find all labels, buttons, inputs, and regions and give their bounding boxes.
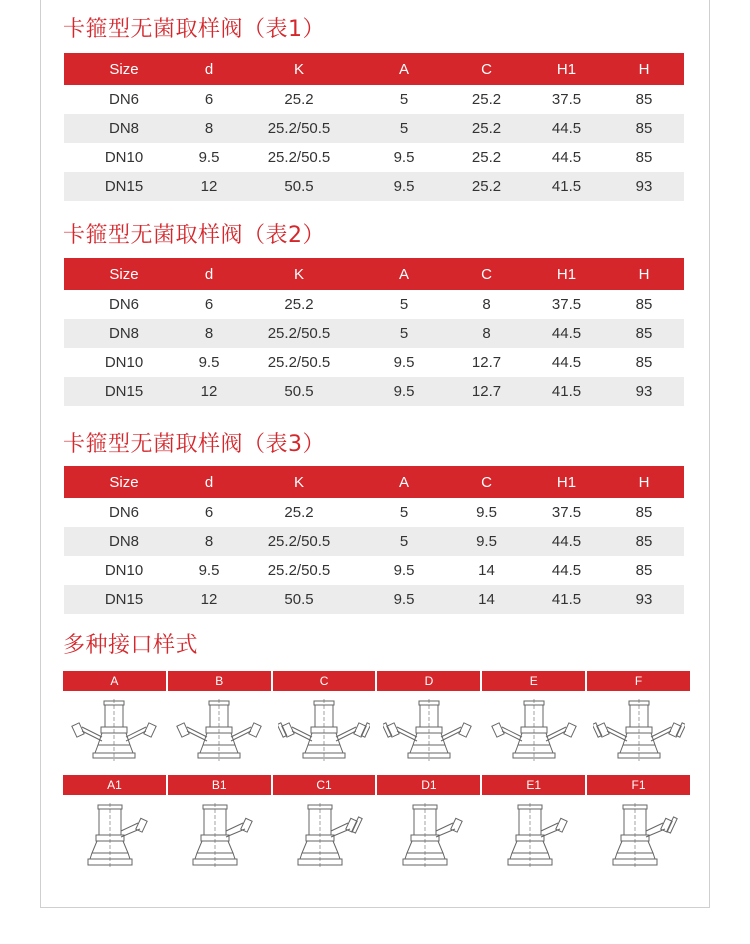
table-cell: 44.5 xyxy=(551,354,582,371)
style-label: E xyxy=(482,671,585,691)
column-header: H1 xyxy=(529,53,604,85)
table-cell: 85 xyxy=(635,149,653,166)
table-row xyxy=(64,527,684,556)
table-cell: DN6 xyxy=(108,504,139,521)
table-cell: 44.5 xyxy=(529,319,604,348)
table-row xyxy=(64,498,684,527)
table-cell: 44.5 xyxy=(529,114,604,143)
table-cell: 25.2/50.5 xyxy=(267,149,331,166)
table-2-title: 卡箍型无菌取样阀（表2） xyxy=(63,223,325,248)
table-cell: DN10 xyxy=(104,354,144,371)
valve-drawing-icon xyxy=(488,801,580,877)
column-header: H xyxy=(604,466,684,498)
spec-table-3 xyxy=(64,466,684,614)
table-cell: 5 xyxy=(399,91,409,108)
table-cell: 25.2/50.5 xyxy=(234,114,364,143)
table-cell: 9.5 xyxy=(198,562,220,579)
table-cell: 9.5 xyxy=(393,149,415,166)
table-cell: 8 xyxy=(184,319,234,348)
table-cell: 5 xyxy=(399,296,409,313)
table-cell: DN15 xyxy=(64,377,184,406)
column-header: Size xyxy=(64,258,184,290)
table-cell: 9.5 xyxy=(476,504,497,521)
style-option xyxy=(377,671,480,773)
column-header: C xyxy=(444,53,529,85)
table-cell: DN10 xyxy=(104,562,144,579)
table-cell: 9.5 xyxy=(364,585,444,614)
table-cell: DN15 xyxy=(64,172,184,201)
table-cell: 25.2/50.5 xyxy=(267,562,331,579)
table-cell: 5 xyxy=(364,527,444,556)
table-row xyxy=(64,348,684,377)
style-option xyxy=(273,671,376,773)
valve-drawing-icon xyxy=(383,697,475,773)
table-cell: 25.2 xyxy=(471,91,502,108)
table-1-title: 卡箍型无菌取样阀（表1） xyxy=(63,17,325,42)
table-cell: 37.5 xyxy=(551,504,582,521)
table-cell: 50.5 xyxy=(234,172,364,201)
style-label: B xyxy=(168,671,271,691)
style-option xyxy=(63,671,166,773)
table-cell: 85 xyxy=(635,91,653,108)
table-cell: 6 xyxy=(204,91,214,108)
style-option xyxy=(482,671,585,773)
table-header-row xyxy=(64,258,684,290)
column-header: Size xyxy=(64,53,184,85)
table-cell: 14 xyxy=(444,585,529,614)
table-row xyxy=(64,556,684,585)
table-3-title: 卡箍型无菌取样阀（表3） xyxy=(63,432,325,457)
table-row xyxy=(64,290,684,319)
table-row xyxy=(64,319,684,348)
column-header: H xyxy=(604,258,684,290)
column-header: A xyxy=(364,258,444,290)
valve-drawing-icon xyxy=(278,697,370,773)
table-header-row xyxy=(64,53,684,85)
table-cell: 12 xyxy=(184,172,234,201)
table-cell: DN8 xyxy=(64,319,184,348)
style-option xyxy=(377,775,480,877)
table-header-row xyxy=(64,466,684,498)
table-cell: 8 xyxy=(184,527,234,556)
table-cell: 25.2/50.5 xyxy=(234,527,364,556)
table-cell: 9.5 xyxy=(444,527,529,556)
table-cell: DN10 xyxy=(104,149,144,166)
table-cell: 8 xyxy=(184,114,234,143)
valve-drawing-icon xyxy=(173,801,265,877)
table-cell: 25.2 xyxy=(284,296,314,313)
table-cell: 41.5 xyxy=(529,377,604,406)
spec-table-2 xyxy=(64,258,684,406)
table-cell: 9.5 xyxy=(393,354,415,371)
table-cell: 85 xyxy=(604,527,684,556)
table-cell: 85 xyxy=(635,296,653,313)
style-label: C xyxy=(273,671,376,691)
table-cell: 14 xyxy=(478,562,495,579)
table-cell: 85 xyxy=(635,504,653,521)
table-cell: 8 xyxy=(444,319,529,348)
spec-table-1 xyxy=(64,53,684,201)
style-label: F1 xyxy=(587,775,690,795)
table-cell: 25.2/50.5 xyxy=(267,354,331,371)
column-header: d xyxy=(184,466,234,498)
style-option xyxy=(273,775,376,877)
table-cell: 93 xyxy=(604,377,684,406)
table-cell: 5 xyxy=(364,114,444,143)
table-cell: DN15 xyxy=(64,585,184,614)
valve-drawing-icon xyxy=(383,801,475,877)
style-label: F xyxy=(587,671,690,691)
table-cell: 6 xyxy=(204,504,214,521)
table-cell: 41.5 xyxy=(529,585,604,614)
column-header: C xyxy=(444,258,529,290)
style-option xyxy=(63,775,166,877)
table-cell: 93 xyxy=(604,172,684,201)
valve-drawing-icon xyxy=(593,801,685,877)
style-label: A xyxy=(63,671,166,691)
column-header: K xyxy=(234,466,364,498)
table-cell: 9.5 xyxy=(198,149,220,166)
table-cell: 50.5 xyxy=(234,585,364,614)
column-header: Size xyxy=(64,466,184,498)
table-cell: 85 xyxy=(635,354,653,371)
table-cell: 9.5 xyxy=(364,172,444,201)
table-cell: 5 xyxy=(399,504,409,521)
valve-drawing-icon xyxy=(488,697,580,773)
style-label: E1 xyxy=(482,775,585,795)
table-cell: 9.5 xyxy=(198,354,220,371)
table-cell: 37.5 xyxy=(551,91,582,108)
valve-drawing-icon xyxy=(173,697,265,773)
table-cell: 44.5 xyxy=(551,562,582,579)
style-label: D xyxy=(377,671,480,691)
table-cell: 85 xyxy=(635,562,653,579)
table-cell: 93 xyxy=(604,585,684,614)
style-option xyxy=(168,775,271,877)
table-cell: DN8 xyxy=(64,527,184,556)
table-cell: 8 xyxy=(482,296,491,313)
valve-drawing-icon xyxy=(68,697,160,773)
style-label: C1 xyxy=(273,775,376,795)
column-header: d xyxy=(184,53,234,85)
table-cell: 50.5 xyxy=(234,377,364,406)
column-header: H xyxy=(604,53,684,85)
table-cell: DN6 xyxy=(108,296,139,313)
style-option xyxy=(587,775,690,877)
column-header: K xyxy=(234,258,364,290)
table-cell: 25.2 xyxy=(284,91,314,108)
style-label: B1 xyxy=(168,775,271,795)
table-cell: DN6 xyxy=(108,91,139,108)
style-label: D1 xyxy=(377,775,480,795)
table-cell: 25.2/50.5 xyxy=(234,319,364,348)
table-cell: 44.5 xyxy=(529,527,604,556)
style-option xyxy=(482,775,585,877)
valve-drawing-icon xyxy=(278,801,370,877)
column-header: K xyxy=(234,53,364,85)
table-cell: 41.5 xyxy=(529,172,604,201)
style-option xyxy=(587,671,690,773)
table-cell: 25.2 xyxy=(444,114,529,143)
table-cell: 85 xyxy=(604,114,684,143)
table-cell: 12.7 xyxy=(471,354,502,371)
style-row-1 xyxy=(63,671,690,773)
table-row xyxy=(64,377,684,406)
style-label: A1 xyxy=(63,775,166,795)
valve-drawing-icon xyxy=(68,801,160,877)
valve-drawing-icon xyxy=(593,697,685,773)
column-header: A xyxy=(364,466,444,498)
table-cell: 85 xyxy=(604,319,684,348)
table-cell: 12 xyxy=(184,377,234,406)
table-row xyxy=(64,143,684,172)
column-header: d xyxy=(184,258,234,290)
table-row xyxy=(64,85,684,114)
table-cell: 9.5 xyxy=(364,377,444,406)
table-row xyxy=(64,585,684,614)
table-row xyxy=(64,114,684,143)
table-cell: 25.2 xyxy=(471,149,502,166)
table-cell: 25.2 xyxy=(284,504,314,521)
style-option xyxy=(168,671,271,773)
styles-title: 多种接口样式 xyxy=(63,633,199,658)
table-cell: 44.5 xyxy=(551,149,582,166)
column-header: H1 xyxy=(529,466,604,498)
column-header: H1 xyxy=(529,258,604,290)
style-row-2 xyxy=(63,775,690,877)
table-cell: DN8 xyxy=(64,114,184,143)
column-header: C xyxy=(444,466,529,498)
column-header: A xyxy=(364,53,444,85)
table-cell: 25.2 xyxy=(444,172,529,201)
table-cell: 37.5 xyxy=(551,296,582,313)
table-cell: 6 xyxy=(204,296,214,313)
table-cell: 5 xyxy=(364,319,444,348)
table-cell: 9.5 xyxy=(393,562,415,579)
table-cell: 12 xyxy=(184,585,234,614)
table-row xyxy=(64,172,684,201)
table-cell: 12.7 xyxy=(444,377,529,406)
